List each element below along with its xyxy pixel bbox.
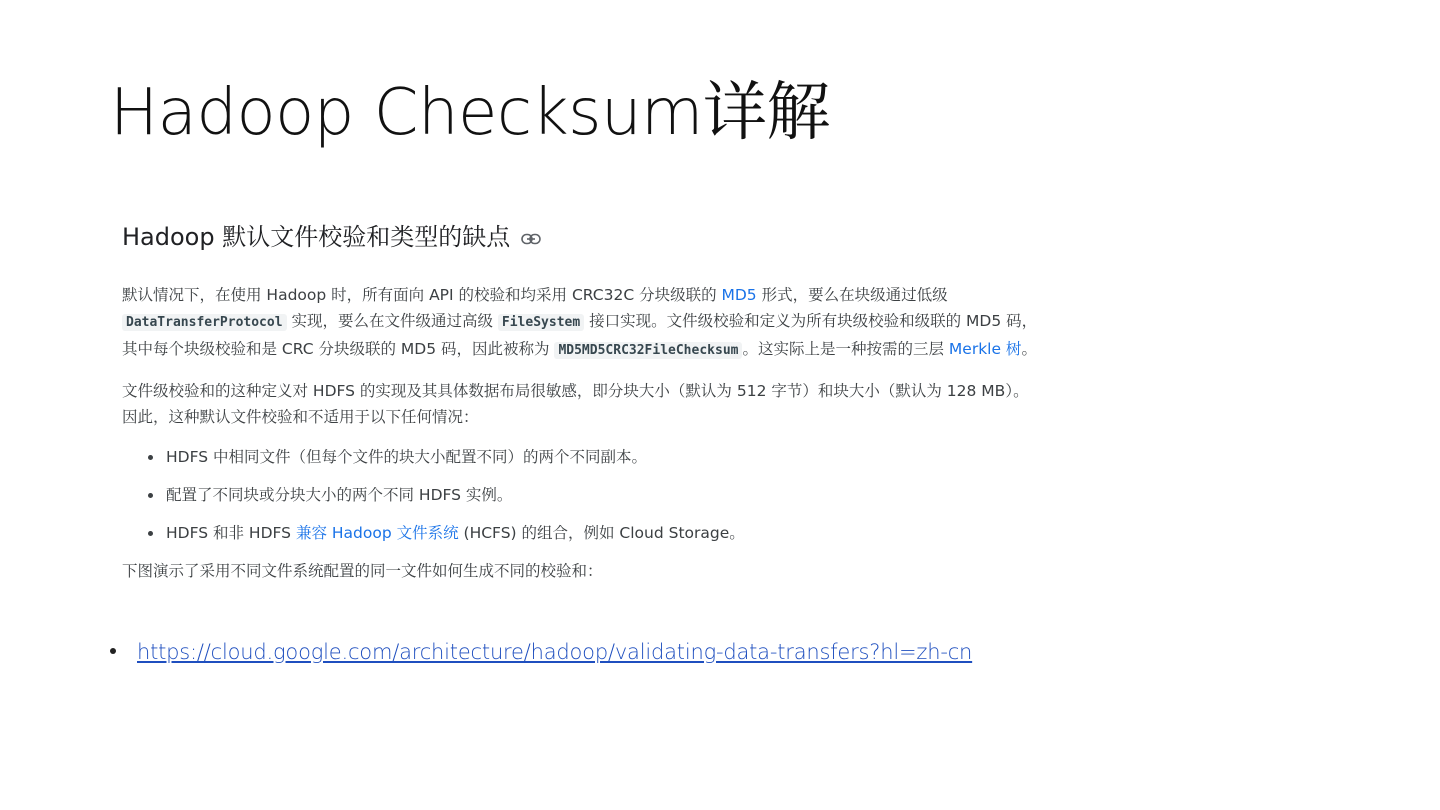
- bullet-dot: [110, 648, 116, 654]
- code-filesystem: FileSystem: [498, 314, 584, 331]
- bullet-dot: [148, 531, 153, 536]
- paragraph-sensitivity: 文件级校验和的这种定义对 HDFS 的实现及其具体数据布局很敏感，即分块大小（默认为 512 字节）和块大小（默认为 128 MB）。因此，这种默认文件校验和不适用于以下任何情况：: [122, 382, 1029, 426]
- p1-text-4: 接口实现。文件级校验和定义为所有块级校验和级联的 MD5 码，其中每个块级校验和是 CRC 分块级联的 MD5 码，因此被称为: [122, 312, 1038, 358]
- doc-heading-text: Hadoop 默认文件校验和类型的缺点: [122, 223, 511, 251]
- slide-title: Hadoop Checksum详解: [110, 76, 830, 150]
- p1-text-5: 。这实际上是一种按需的三层: [742, 340, 949, 358]
- paragraph-figure-intro: 下图演示了采用不同文件系统配置的同一文件如何生成不同的校验和：: [122, 562, 603, 580]
- list-item: [146, 520, 1042, 546]
- doc-screenshot: [122, 218, 1042, 598]
- list-item: [146, 482, 1042, 508]
- p1-text-6: 。: [1021, 340, 1037, 358]
- bullet-dot: [148, 493, 153, 498]
- p1-text-1: 默认情况下，在使用 Hadoop 时，所有面向 API 的校验和均采用 CRC32C 分块级联的: [122, 286, 722, 304]
- code-md5md5crc32filechecksum: MD5MD5CRC32FileChecksum: [554, 342, 742, 359]
- merkle-tree-link[interactable]: Merkle 树: [948, 340, 1022, 358]
- cases-list: [122, 444, 1042, 546]
- p1-text-3: 实现，要么在文件级通过高级: [286, 312, 498, 330]
- hcfs-link[interactable]: 兼容 Hadoop 文件系统: [295, 524, 459, 542]
- source-link[interactable]: https://cloud.google.com/architecture/hadoop/validating-data-transfers?hl=zh-cn: [137, 640, 973, 664]
- list-item-text: HDFS 中相同文件（但每个文件的块大小配置不同）的两个不同副本。: [166, 448, 648, 466]
- slide-bullet: [110, 640, 972, 664]
- list-item-text-2: (HCFS) 的组合，例如 Cloud Storage。: [458, 524, 745, 542]
- code-datatransferprotocol: DataTransferProtocol: [122, 314, 287, 331]
- md5-link[interactable]: MD5: [721, 286, 757, 304]
- doc-heading: [122, 218, 1042, 256]
- p1-text-2: 形式，要么在块级通过低级: [756, 286, 948, 304]
- paragraph-default-checksum: [122, 282, 1042, 364]
- list-item-text: HDFS 和非 HDFS: [166, 524, 296, 542]
- list-item-text: 配置了不同块或分块大小的两个不同 HDFS 实例。: [166, 486, 513, 504]
- list-item: [146, 444, 1042, 470]
- link-icon[interactable]: [520, 228, 542, 250]
- bullet-dot: [148, 455, 153, 460]
